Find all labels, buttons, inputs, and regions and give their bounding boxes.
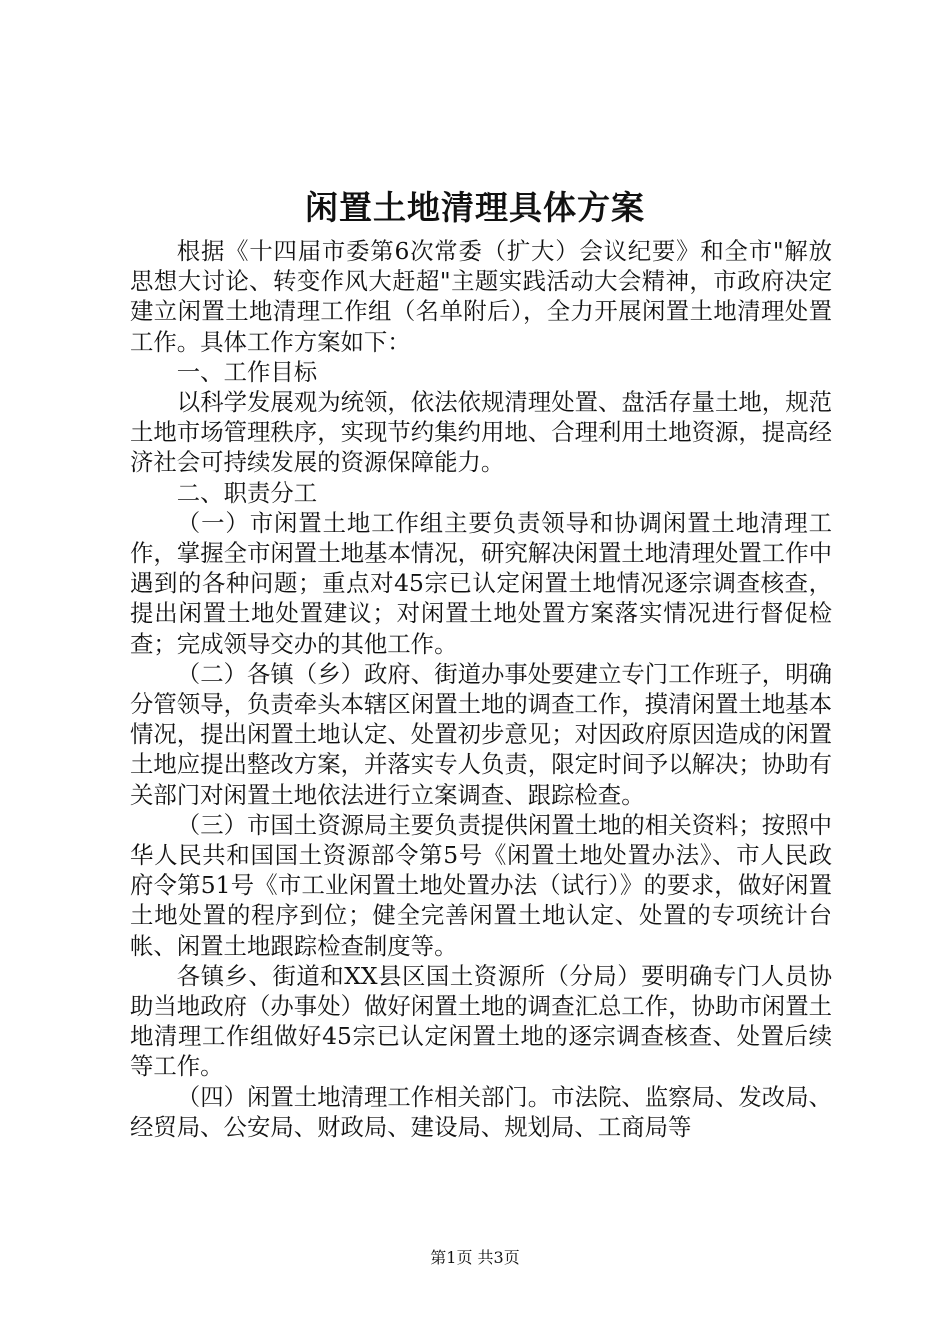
paragraph-duty-3-supplement: 各镇乡、街道和XX县区国土资源所（分局）要明确专门人员协助当地政府（办事处）做好闲置土地的调查汇总工作，协助市闲置土地清理工作组做好45宗已认定闲置土地的逐宗调查核查、处置后续等工作。 — [130, 961, 832, 1081]
document-body — [130, 236, 832, 1142]
paragraph-intro: 根据《十四届市委第6次常委（扩大）会议纪要》和全市"解放思想大讨论、转变作风大赶超"主题实践活动大会精神，市政府决定建立闲置土地清理工作组（名单附后），全力开展闲置土地清理处置工作。具体工作方案如下： — [130, 237, 832, 356]
section-heading-duties: 二、职责分工 — [176, 478, 318, 507]
paragraph-duty-1: （一）市闲置土地工作组主要负责领导和协调闲置土地清理工作，掌握全市闲置土地基本情况，研究解决闲置土地清理处置工作中遇到的各种问题；重点对45宗已认定闲置土地情况逐宗调查核查，提出闲置土地处置建议；对闲置土地处置方案落实情况进行督促检查；完成领导交办的其他工作。 — [130, 508, 832, 658]
paragraph-goals: 以科学发展观为统领，依法依规清理处置、盘活存量土地，规范土地市场管理秩序，实现节约集约用地、合理利用土地资源，提高经济社会可持续发展的资源保障能力。 — [130, 388, 832, 477]
document-title: 闲置土地清理具体方案 — [305, 188, 645, 227]
paragraph-duty-3: （三）市国土资源局主要负责提供闲置土地的相关资料；按照中华人民共和国国土资源部令第5号《闲置土地处置办法》、市人民政府令第51号《市工业闲置土地处置办法（试行）》的要求，做好闲置土地处置的程序到位；健全完善闲置土地认定、处置的专项统计台帐、闲置土地跟踪检查制度等。 — [130, 810, 832, 960]
section-heading-goals: 一、工作目标 — [176, 357, 318, 386]
page-footer: 第1页 共3页 — [430, 1248, 520, 1267]
paragraph-duty-4: （四）闲置土地清理工作相关部门。市法院、监察局、发改局、经贸局、公安局、财政局、建设局、规划局、工商局等 — [130, 1082, 832, 1141]
paragraph-duty-2: （二）各镇（乡）政府、街道办事处要建立专门工作班子，明确分管领导，负责牵头本辖区闲置土地的调查工作，摸清闲置土地基本情况，提出闲置土地认定、处置初步意见；对因政府原因造成的闲置土地应提出整改方案，并落实专人负责，限定时间予以解决；协助有关部门对闲置土地依法进行立案调查、跟踪检查。 — [130, 659, 832, 809]
